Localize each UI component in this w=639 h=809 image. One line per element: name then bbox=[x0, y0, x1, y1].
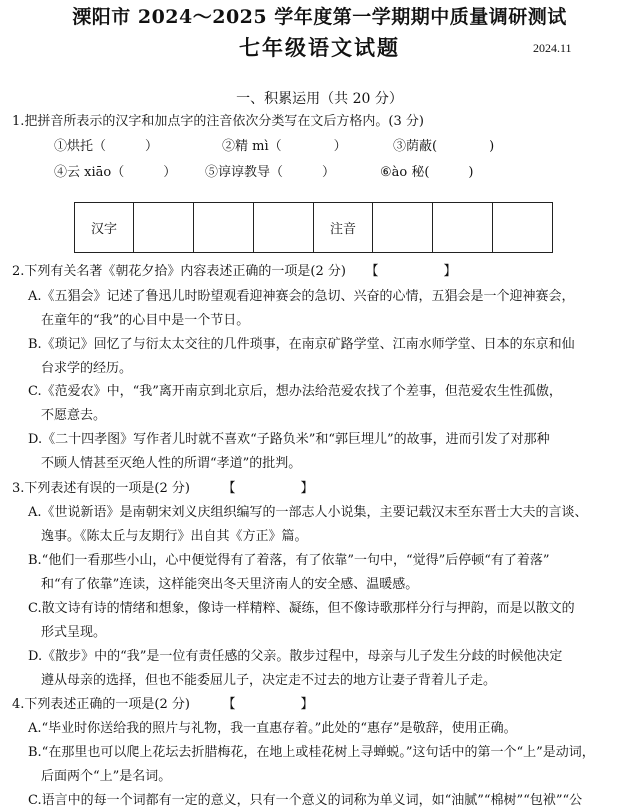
q4-stem: 4.下列表述正确的一项是(2 分) 【 】 bbox=[12, 697, 314, 712]
q1-item-6: ⑥ào 秘( ) bbox=[380, 165, 474, 180]
q3-option-b-cont: 和“有了依靠”连读，这样能突出冬天里济南人的安全感、温暖感。 bbox=[41, 577, 419, 592]
q2-option-b-cont: 台求学的经历。 bbox=[41, 361, 133, 376]
q4-option-a: A.“毕业时你送给我的照片与礼物，我一直惠存着。”此处的“惠存”是敬辞，使用正确。 bbox=[28, 721, 517, 736]
answer-cell[interactable] bbox=[373, 203, 433, 253]
q2-option-c: C.《范爱农》中，“我”离开南京到北京后，想办法给范爱农找了个差事，但范爱农生性孤傲， bbox=[28, 384, 562, 399]
answer-cell[interactable] bbox=[254, 203, 314, 253]
q1-item-5: ⑤谆谆教导（ ） bbox=[205, 165, 336, 180]
q3-option-d: D.《散步》中的“我”是一位有责任感的父亲。散步过程中，母亲与儿子发生分歧的时候他决定 bbox=[28, 649, 563, 664]
q3-option-c: C.散文诗有诗的情绪和想象，像诗一样精粹、凝练，但不像诗歌那样分行与押韵，而是以散文的 bbox=[28, 601, 575, 616]
exam-subtitle: 七年级语文试题 bbox=[239, 35, 400, 60]
answer-grid bbox=[74, 202, 553, 253]
q1-item-2: ②精 mì（ ） bbox=[222, 139, 347, 154]
answer-cell[interactable] bbox=[194, 203, 254, 253]
q3-option-d-cont: 遵从母亲的选择，但也不能委屈儿子，决定走不过去的地方让妻子背着儿子走。 bbox=[41, 673, 497, 688]
q3-option-a: A.《世说新语》是南朝宋刘义庆组织编写的一部志人小说集，主要记载汉末至东晋士大夫的言谈、 bbox=[28, 505, 588, 520]
zhuyin-label: 注音 bbox=[314, 203, 373, 253]
q1-stem: 1.把拼音所表示的汉字和加点字的注音依次分类写在文后方格内。(3 分) bbox=[12, 114, 424, 129]
q1-item-3: ③荫蔽( ) bbox=[393, 139, 495, 154]
section-heading: 一、积累运用（共 20 分） bbox=[236, 91, 403, 107]
q4-option-c: C.语言中的每一个词都有一定的意义，只有一个意义的词称为单义词，如“油腻”“棉树”“包袱”“公 bbox=[28, 793, 583, 808]
q2-option-b: B.《琐记》回忆了与衍太太交往的几件琐事，在南京矿路学堂、江南水师学堂、日本的东京和仙 bbox=[28, 337, 575, 352]
answer-cell[interactable] bbox=[433, 203, 493, 253]
q2-option-a: A.《五猖会》记述了鲁迅儿时盼望观看迎神赛会的急切、兴奋的心情，五猖会是一个迎神赛会， bbox=[28, 289, 575, 304]
q4-option-b-cont: 后面两个“上”是名词。 bbox=[41, 769, 172, 784]
q2-option-d: D.《二十四孝图》写作者儿时就不喜欢“子路负米”和“郭巨埋儿”的故事，进而引发了对那种 bbox=[28, 432, 550, 447]
q3-stem: 3.下列表述有误的一项是(2 分) 【 】 bbox=[12, 481, 314, 496]
q2-option-a-cont: 在童年的“我”的心目中是一个节日。 bbox=[41, 313, 250, 328]
q1-item-4: ④云 xiāo（ ） bbox=[54, 165, 177, 180]
hanzi-label: 汉字 bbox=[75, 203, 134, 253]
q1-item-1: ①烘托（ ） bbox=[54, 139, 159, 154]
q2-option-c-cont: 不愿意去。 bbox=[41, 408, 107, 423]
exam-date: 2024.11 bbox=[533, 41, 572, 55]
q3-option-b: B.“他们一看那些小山，心中便觉得有了着落，有了依靠”一句中，“觉得”后停顿“有了着落” bbox=[28, 553, 550, 568]
q3-option-a-cont: 逸事。《陈太丘与友期行》出自其《方正》篇。 bbox=[41, 529, 308, 544]
q3-option-c-cont: 形式呈现。 bbox=[41, 625, 107, 640]
q2-option-d-cont: 不顾人情甚至灭绝人性的所谓“孝道”的批判。 bbox=[41, 456, 302, 471]
page-title: 溧阳市 2024～2025 学年度第一学期期中质量调研测试 bbox=[72, 6, 567, 28]
answer-cell[interactable] bbox=[134, 203, 194, 253]
q4-option-b: B.“在那里也可以爬上花坛去折腊梅花，在地上或桂花树上寻蝉蜕。”这句话中的第一个“上”是动词， bbox=[28, 745, 595, 760]
q2-stem: 2.下列有关名著《朝花夕拾》内容表述正确的一项是(2 分) 【 】 bbox=[12, 264, 457, 279]
answer-cell[interactable] bbox=[493, 203, 553, 253]
